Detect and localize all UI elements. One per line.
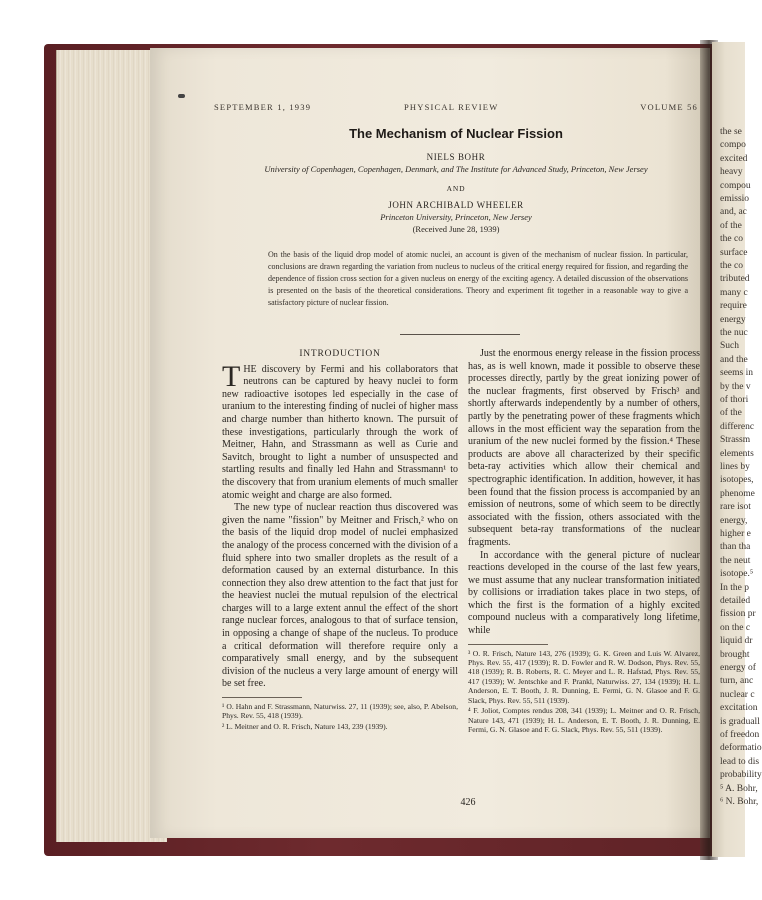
paragraph [222,359,458,503]
paragraph-text: HE discovery by Fermi and his collaborators that neutrons can be captured by heavy nuclei to form new radioactive isotopes led especially in the case of uranium to the interesting finding of nuclei of higher mass and charge number than hitherto known. The pursuit of these investigations, particularly through the work of Meitner, Hahn, and Strassmann as well as Curie and Savitch, brought to light a number of unsuspected and startling results and finally led Hahn and Strassmann¹ to the discovery that from uranium elements of much smaller atomic weight and charge are also formed. [222,363,458,501]
paragraph: The new type of nuclear reaction thus discovered was given the name "fission" by Meitner and Frisch,² who on the basis of the liquid drop model of nuclei emphasized the analogy of the process concerned with the division of a fluid sphere into two smaller droplets as the result of a deformation caused by an external disturbance. In this connection they also drew attention to the fact that just for the heaviest nuclei the mutual repulsion of the electrical charges will to a large extent annul the effect of the short range nuclear forces, analogous to that of surface tension, in opposing a change of shape of the nucleus. To produce a critical deformation will therefore require only a comparatively small energy, and by the subsequent division of the nucleus a very large amount of energy will be set free. [222,502,458,690]
facing-page-text: on the c [720,622,751,633]
facing-page-text: detailed [720,596,751,606]
page-number: 426 [460,797,476,808]
author-name: JOHN ARCHIBALD WHEELER [388,200,524,210]
facing-page [712,42,762,857]
facing-page-text: surface [720,247,748,258]
facing-page-text: ⁵ A. Bohr, [720,783,758,794]
footnotes [222,702,458,731]
facing-page-text: heavy [720,167,743,178]
running-head-date: SEPTEMBER 1, 1939 [214,102,312,112]
facing-page-text: fission pr [720,609,756,620]
facing-page-text: emissio [720,194,750,204]
facing-page-text: and the [720,354,748,365]
ink-mark [178,94,185,98]
facing-page-text: than tha [720,542,751,553]
author-affiliation: Princeton University, Princeton, New Jersey [380,212,532,222]
paragraph: Just the enormous energy release in the fission process has, as is well known, made it possible to observe these processes directly, partly by the great ionizing power of the nuclear fragments, first observed by Frisch³ and shortly afterwards independently by a number of others, partly by the penetrating power of these fragments which allows in the most efficient way the separation from the uranium of the new nuclei formed by the fission.⁴ These products are above all characterized by their specific beta-ray activities which allow their chemical and spectrographic identification. In addition, however, it has been found that the fission process is accompanied by an emission of neutrons, some of which seem to be directly associated with the fission, others associated with the subsequent beta-ray transformations of the nuclear fragments. [468,348,700,548]
facing-page-text: excitation [720,703,758,714]
running-head-volume: VOLUME 56 [640,102,698,112]
facing-page-text: the co [720,261,743,271]
facing-page-text: nuclear c [720,689,755,700]
author-affiliation: University of Copenhagen, Copenhagen, Denmark, and The Institute for Advanced Study, Princeton, New Jersey [264,164,648,174]
facing-page-text: lines by [720,462,750,472]
facing-page-text: tributed [720,274,750,285]
footnote: ³ O. R. Frisch, Nature 143, 276 (1939); G. K. Green and Luis W. Alvarez, Phys. Rev. 55, 417 (1939); R. D. Fowler and R. W. Dodson, Phys. Rev. 55, 418 (1939); R. B. Roberts, R. C. Meyer and L. R. Hafstad, Phys. Rev. 55, 417 (1939); W. Jentschke and F. Prankl, Naturwiss. 27, 134 (1939); H. L. Anderson, E. T. Booth, J. R. Dunning, E. Fermi, G. N. Glasoe and F. G. Slack, Phys. Rev. 55, 511 (1939). [468,648,700,705]
facing-page-text: by the v [720,381,751,392]
footnote: ¹ O. Hahn and F. Strassmann, Naturwiss. 27, 11 (1939); see, also, P. Abelson, Phys. Rev. 55, 418 (1939). [222,702,458,721]
facing-page-text: phenome [720,488,755,499]
received-date: (Received June 28, 1939) [412,224,500,234]
facing-page-text: the co [720,234,743,245]
facing-page-text: Such [720,341,739,352]
footnotes [468,649,700,735]
facing-page-text: liquid dr [720,636,753,647]
paper-title: The Mechanism of Nuclear Fission [349,126,563,141]
facing-page-text: seems in [720,368,753,379]
facing-page-text: is graduall [720,716,760,727]
facing-page-text: ⁶ N. Bohr, [720,797,759,807]
abstract: On the basis of the liquid drop model of atomic nuclei, an account is given of the mechanism of nuclear fission. In particular, conclusions are drawn regarding the variation from nucleus to nucleus of the critical energy required for fission, and regarding the dependence of fission cross section for a given nucleus on energy of the exciting agency. A detailed discussion of the observations is presented on the basis of the theoretical considerations. Theory and experiment fit together in a reasonable way to give a satisfactory picture of nuclear fission. [268,250,688,307]
facing-page-text: deformatio [720,743,762,754]
facing-page-text: In the p [720,582,750,593]
author-separator: AND [446,184,466,193]
facing-page-text: higher e [720,529,751,539]
facing-page-text: isotopes, [720,475,754,486]
facing-page-text: compou [720,180,751,191]
facing-page-text: lead to dis [720,756,760,767]
text-column-right [468,348,700,735]
facing-page-text: energy of [720,663,756,673]
facing-page-text: rare isot [720,502,751,513]
facing-page-text: elements [720,448,754,459]
footnote-rule [468,644,548,645]
facing-page-text: the nuc [720,328,748,338]
running-head-journal: PHYSICAL REVIEW [404,102,499,112]
facing-page-text: of freedon [720,730,760,740]
facing-page-text: compo [720,140,746,151]
facing-page-text: isotope.⁵ [720,569,754,580]
section-heading: INTRODUCTION [299,349,381,359]
facing-page-text: many c [720,287,748,298]
paragraph: In accordance with the general picture of nuclear reactions developed in the course of the last few years, we must assume that any nuclear transformation initiated by collisions or irradiation takes place in two steps, of which the first is the formation of a highly excited compound nucleus with a comparatively long lifetime, while [468,549,700,637]
facing-page-text: require [720,301,747,312]
footnote: ⁴ F. Joliot, Comptes rendus 208, 341 (1939); L. Meitner and O. R. Frisch, Nature 143, 471 (1939); H. L. Anderson, E. T. Booth, J. R. Dunning, E. Fermi, G. N. Glasoe and F. G. Slack, Phys. Rev. 55, 511 (1939). [468,706,700,734]
text-column-left [222,348,458,732]
facing-page-text: of thori [720,395,749,405]
facing-page-text: energy, [720,515,748,526]
drop-cap: T [222,359,241,393]
author-name: NIELS BOHR [426,152,486,162]
facing-page-text: of the [720,408,742,419]
facing-page-text: brought [720,649,750,660]
facing-page-text: excited [720,153,748,164]
facing-page-text: and, ac [720,207,747,218]
facing-page-text: the neut [720,555,751,566]
facing-page-text: of the [720,220,742,231]
footnote-rule [222,697,302,698]
facing-page-text: Strassm [720,435,751,446]
facing-page-text: differenc [720,421,755,432]
section-divider [400,334,520,335]
facing-page-text: the se [720,127,742,137]
running-head [214,102,698,116]
facing-page-text: energy [720,314,746,325]
facing-page-text: turn, anc [720,676,754,687]
facing-page-text: probability [720,770,762,781]
footnote: ² L. Meitner and O. R. Frisch, Nature 143, 239 (1939). [222,721,388,731]
